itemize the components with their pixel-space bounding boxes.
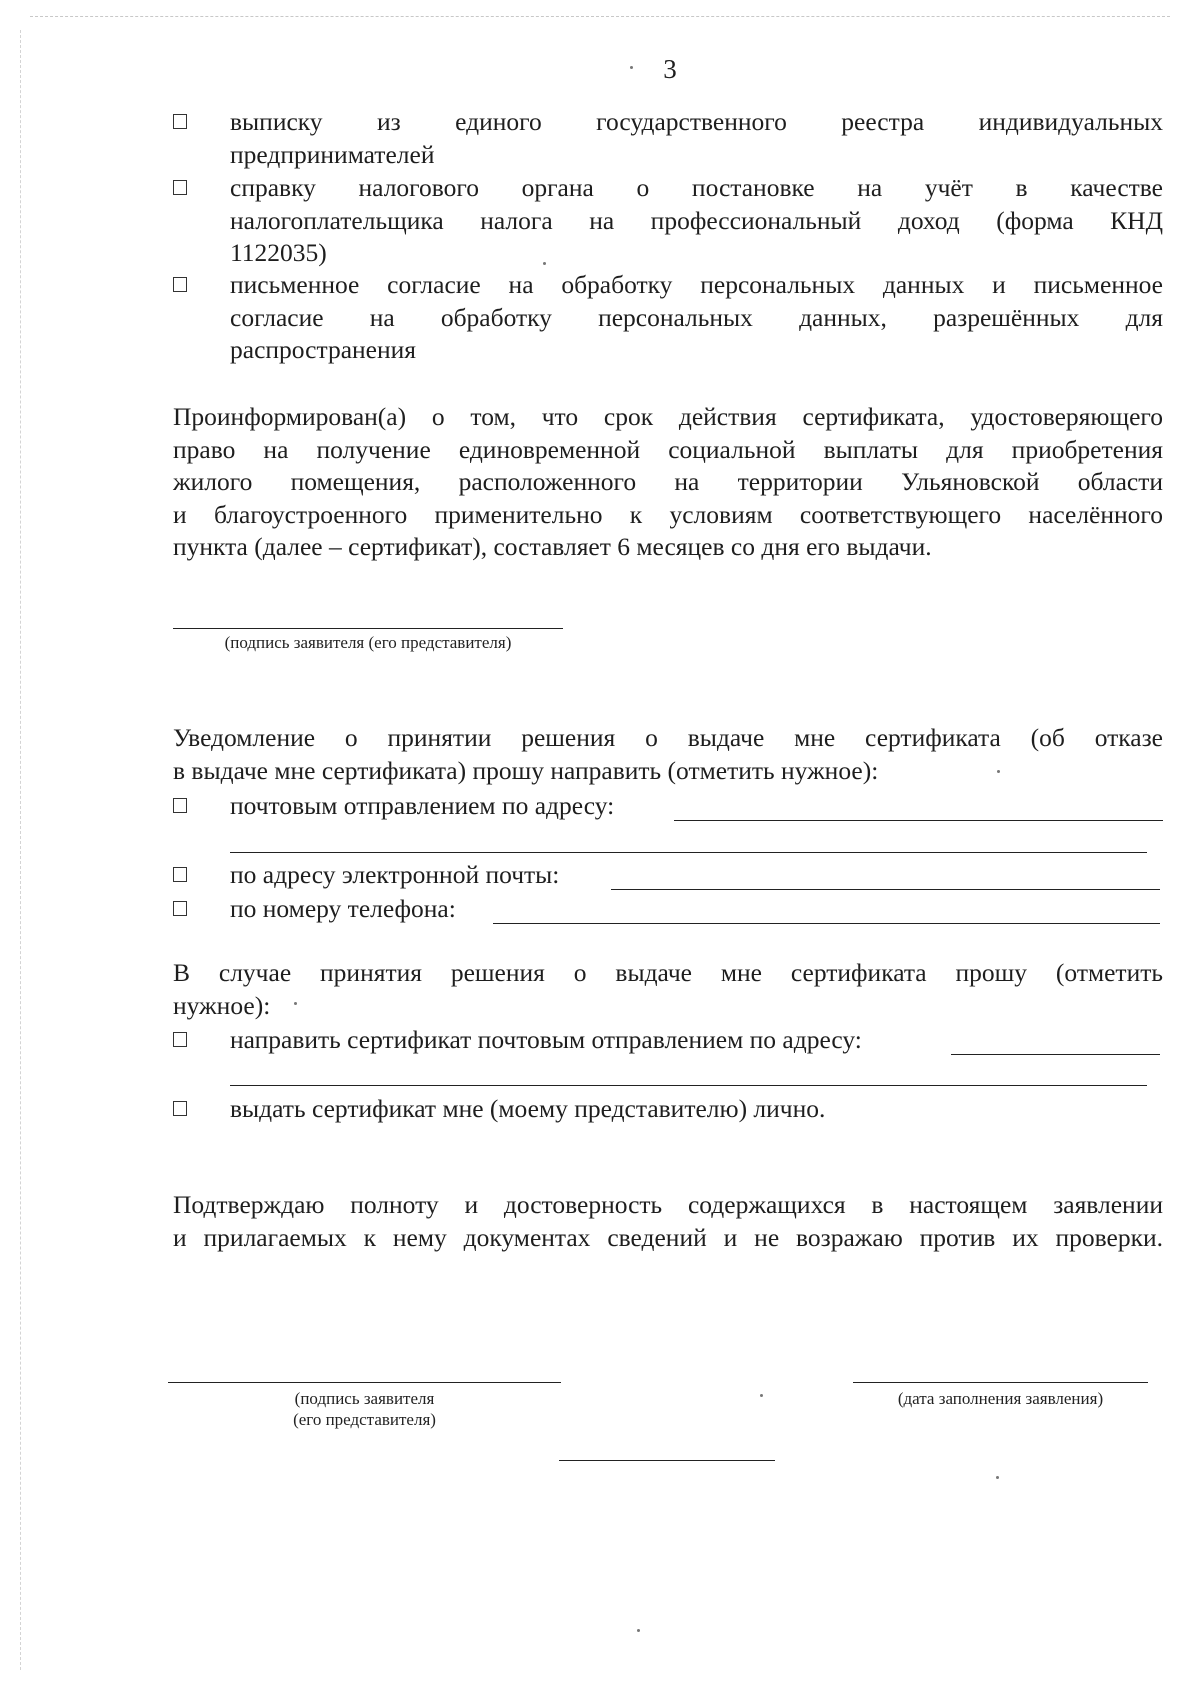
paragraph-line: Уведомление о принятии решения о выдаче мне сертификата (об отказе [173,723,1163,752]
informed-paragraph [173,401,1163,564]
scan-speck [760,1394,763,1397]
paragraph-line: жилого помещения, расположенного на территории Ульяновской области [173,467,1163,496]
scan-speck [543,262,546,265]
scan-artifact-top [30,16,1170,17]
option-label: почтовым отправлением по адресу: [230,791,615,820]
paragraph-line: право на получение единовременной социальной выплаты для приобретения [173,434,1163,464]
notification-option-email [173,859,1163,893]
scan-speck [997,770,1000,773]
option-label: по адресу электронной почты: [230,860,560,889]
item-line: согласие на обработку персональных данных, разрешённых для [230,302,1163,332]
address-field[interactable] [674,820,1163,821]
checkbox[interactable] [173,114,187,129]
checkbox[interactable] [173,798,187,813]
checkbox[interactable] [173,180,187,195]
scan-speck [294,1002,297,1005]
date-caption: (дата заполнения заявления) [897,1389,1104,1408]
checkbox[interactable] [173,1101,187,1116]
paragraph-line: нужное): [173,990,271,1020]
document-item-tax-certificate [173,172,1163,272]
page-number: 3 [663,54,677,84]
checkbox[interactable] [173,1032,187,1047]
phone-field[interactable] [493,923,1160,924]
paragraph-line: и прилагаемых к нему документах сведений и не возражаю против их проверки. [173,1222,1163,1252]
option-label: по номеру телефона: [230,894,456,923]
confirmation-paragraph [173,1189,1163,1254]
scan-artifact-left [20,30,21,1670]
notification-option-post [173,790,1163,824]
notification-option-phone [173,893,1163,927]
scan-speck [996,1476,999,1479]
option-label: выдать сертификат мне (моему представителю) лично. [230,1094,826,1123]
paragraph-line: пункта (далее – сертификат), составляет 6 месяцев со дня его выдачи. [173,532,932,561]
delivery-option-post [173,1024,1163,1058]
item-line: письменное согласие на обработку персональных данных и письменное [230,270,1163,299]
checkbox[interactable] [173,277,187,292]
notification-paragraph [173,722,1163,787]
paragraph-line: в выдаче мне сертификата) прошу направить (отметить нужное): [173,755,879,785]
caption-line: (его представителя) [293,1410,436,1429]
checkbox[interactable] [173,901,187,916]
item-line: предпринимателей [230,139,435,169]
signature-line[interactable] [173,628,563,629]
paragraph-line: и благоустроенного применительно к условиям соответствующего населённого [173,499,1163,529]
document-item-egrip [173,106,1163,176]
caption-line: (подпись заявителя [294,1389,435,1408]
scan-speck [630,66,633,69]
paragraph-line: Подтверждаю полноту и достоверность содержащихся в настоящем заявлении [173,1190,1163,1219]
email-field[interactable] [611,889,1160,890]
applicant-signature-caption [168,1388,561,1430]
checkbox[interactable] [173,867,187,882]
option-label: направить сертификат почтовым отправлением по адресу: [230,1025,862,1054]
paragraph-line: Проинформирован(а) о том, что срок действия сертификата, удостоверяющего [173,402,1163,431]
date-line[interactable] [853,1382,1148,1383]
item-line: выписку из единого государственного реестра индивидуальных [230,107,1163,136]
scan-speck [637,1629,640,1632]
delivery-paragraph [173,957,1163,1022]
delivery-option-in-person [173,1093,1163,1127]
footer-separator-line [559,1460,775,1461]
delivery-address-continuation[interactable] [230,1085,1147,1086]
item-line: справку налогового органа о постановке на учёт в качестве [230,173,1163,202]
applicant-signature-line[interactable] [168,1382,561,1383]
item-line: налогоплательщика налога на профессиональный доход (форма КНД [230,205,1163,235]
signature-caption: (подпись заявителя (его представителя) [224,633,512,652]
document-item-consent [173,269,1163,369]
item-line: 1122035) [230,238,327,267]
paragraph-line: В случае принятия решения о выдаче мне сертификата прошу (отметить [173,958,1163,987]
item-line: распространения [230,335,416,364]
delivery-address-field[interactable] [951,1054,1160,1055]
address-field-continuation[interactable] [230,852,1147,853]
